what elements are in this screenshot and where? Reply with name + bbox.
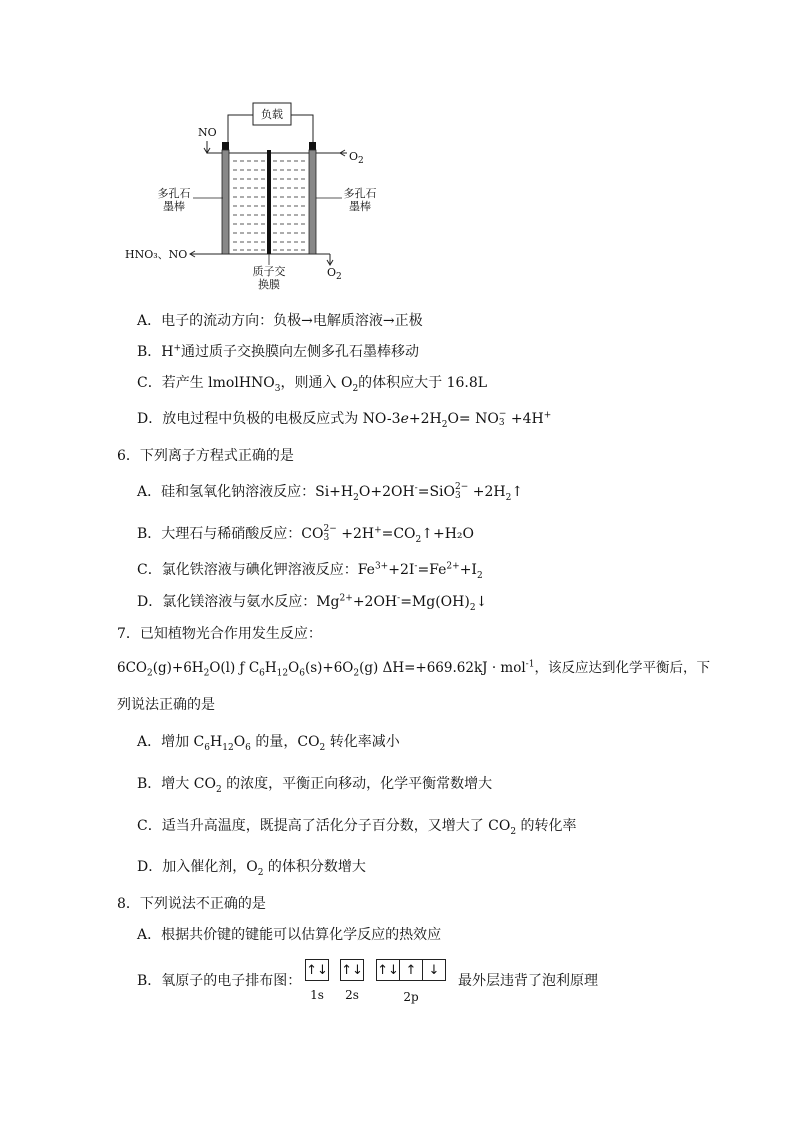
orbital-2p <box>376 959 446 981</box>
right-rod-label: 多孔石 墨棒 <box>343 187 377 213</box>
q6-option-b: B．大理石与稀硝酸反应：CO 2− 3 $+2H^+=CO_2↑+H_2O$ <box>137 524 475 545</box>
orbital-1s-label: 1s <box>310 988 324 1002</box>
orbital-2s-box: ↑↓ <box>341 962 363 978</box>
orbital-2p-box-3: ↓ <box>422 960 445 980</box>
q7-option-d: D．加入催化剂，$O_2$ 的体积分数增大 <box>137 859 366 878</box>
left-rod-label: 多孔石 墨棒 <box>157 187 191 213</box>
orbital-2s <box>340 959 364 981</box>
left-outlet-label: HNO₃、NO <box>125 248 188 261</box>
q8-option-a: A．根据共价键的键能可以估算化学反应的热效应 <box>137 927 442 943</box>
q6-option-a: A．硅和氢氧化钠溶液反应：$Si+H_2O+2OH^-=SiO$ 2− 3 $+2H_2↑$ <box>137 482 524 503</box>
proton-membrane <box>267 150 271 254</box>
q7-option-a: A．增加 $C_6H_{12}O_6$ 的量，$CO_2$ 转化率减小 <box>137 734 400 753</box>
q7-stem: 7．已知植物光合作用发生反应： <box>117 626 322 642</box>
q6-stem: 6．下列离子方程式正确的是 <box>117 448 294 464</box>
q5-option-b: B．H+通过质子交换膜向左侧多孔石墨棒移动 <box>137 343 420 360</box>
o2-inlet-label: $O_2$ <box>349 150 364 167</box>
q8-option-b-prefix: B．氧原子的电子排布图： <box>137 973 302 989</box>
orbital-2p-box-2: ↑ <box>399 960 422 980</box>
orbital-2s-label: 2s <box>345 988 359 1002</box>
right-graphite-rod <box>309 150 316 254</box>
q5-option-d: D．放电过程中负极的电极反应式为 $NO-3e+2H_2O=$ NO − 3 +4H+ <box>137 409 552 430</box>
q5-option-c: C．若产生 lmolHNO$_3$，则通入 $O_2$的体积应大于 16.8L <box>137 375 488 394</box>
o2-outlet-label: $O_2$ <box>327 266 342 283</box>
q7-option-c: C．适当升高温度，既提高了活化分子百分数，又增大了 $CO_2$ 的转化率 <box>137 818 577 837</box>
no-inlet-label: NO <box>198 126 217 139</box>
load-label: 负载 <box>261 108 283 121</box>
q7-equation: $6CO_2(g)+6H_2O(l)$ ƒ $C_6H_{12}O_6(s)+6O_2(g) \Delta H=+669.62kJ \cdot mol^{-1}$，该反应达到化学平衡后，下 <box>117 659 710 679</box>
fuel-cell-diagram <box>115 95 375 295</box>
q5-option-a: A．电子的流动方向：负极→电解质溶液→正极 <box>137 313 423 329</box>
q8-stem: 8．下列说法不正确的是 <box>117 896 266 912</box>
orbital-2p-box-1: ↑↓ <box>377 962 399 978</box>
q8-option-b-suffix: 最外层违背了泡利原理 <box>458 973 598 989</box>
fuel-cell-drawing <box>115 95 375 295</box>
orbital-2p-label: 2p <box>403 990 419 1004</box>
q6-option-c: C．氯化铁溶液与碘化钾溶液反应：$Fe^{3+}+2I^-=Fe^{2+}+I_2$ <box>137 561 483 581</box>
q7-option-b: B．增大 $CO_2$ 的浓度，平衡正向移动，化学平衡常数增大 <box>137 776 493 795</box>
left-graphite-rod <box>222 150 229 254</box>
orbital-1s-box: ↑↓ <box>306 962 328 978</box>
q6-option-d: D．氯化镁溶液与氨水反应：$Mg^{2+}+2OH^-=Mg(OH)_2↓$ <box>137 593 488 613</box>
orbital-1s <box>305 959 329 981</box>
membrane-label: 质子交 换膜 <box>252 265 286 291</box>
q7-stem-continued: 列说法正确的是 <box>117 697 215 713</box>
